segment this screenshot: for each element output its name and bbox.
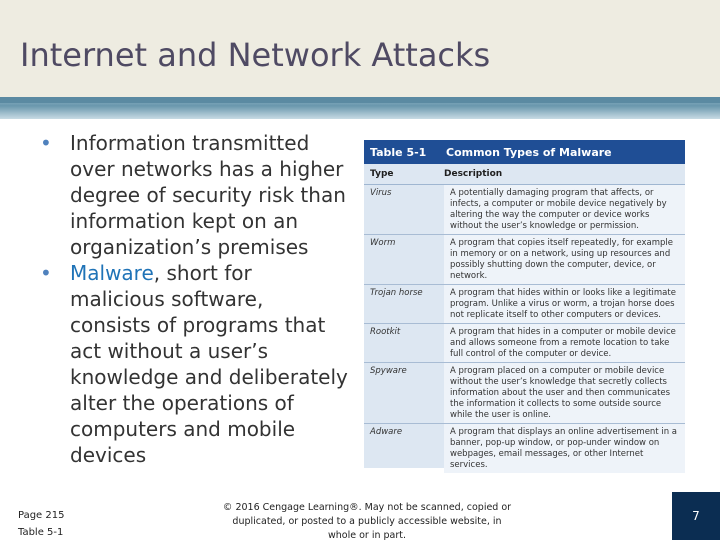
page-ref-table: Table 5-1 [18,527,64,538]
column-header-description: Description [444,169,503,179]
cell-description: A program placed on a computer or mobile device without the user’s knowledge that secretly collects information about the user and then communicates the information it collects to some outside source while the user is online. [444,363,685,423]
cell-type: Trojan horse [370,288,423,298]
cell-type: Worm [370,238,396,248]
accent-bar [0,97,720,119]
table-row [364,324,685,363]
bullet-list [40,130,350,468]
table-number: Table 5-1 [370,145,427,159]
cell-description: A program that displays an online advertisement in a banner, pop-up window, or pop-under window on webpages, email messages, or other Internet services. [444,424,685,473]
table-row [364,185,685,235]
bullet-icon: • [40,131,52,155]
bullet-text: Information transmitted over networks has a higher degree of security risk than information kept on an organization’s premises [70,131,346,259]
table-row [364,285,685,324]
table-caption: Common Types of Malware [446,145,612,159]
cell-type: Rootkit [370,327,401,337]
page-reference [18,507,64,541]
column-header-type: Type [370,169,394,179]
copyright-footer: © 2016 Cengage Learning®. May not be scanned, copied or duplicated, or posted to a publicly accessible website, in whole or in part. [222,502,512,541]
table-column-headers [364,164,685,185]
cell-description: A program that hides in a computer or mobile device and allows someone from a remote location to take full control of the computer or device. [444,324,685,362]
cell-description: A program that copies itself repeatedly, for example in memory or on a network, using up resources and possibly shutting down the computer, device, or network. [444,235,685,284]
bullet-text: , short for malicious software, consists of programs that act without a user’s knowledge and deliberately alter the operations of computers and mobile devices [70,261,348,467]
cell-type: Adware [370,427,403,437]
table-row [364,363,685,424]
bullet-icon: • [40,261,52,285]
table-row [364,424,685,473]
cell-type: Virus [370,188,392,198]
cell-description: A program that hides within or looks like a legitimate program. Unlike a virus or worm, a trojan horse does not replicate itself to other computers or devices. [444,285,685,323]
table-row [364,235,685,285]
malware-table [364,140,685,468]
bullet-item [40,260,350,468]
slide-title: Internet and Network Attacks [20,36,491,74]
page-ref-page: Page 215 [18,510,65,521]
slide-number: 7 [672,492,720,540]
bullet-keyword: Malware [70,261,154,285]
bullet-item [40,130,350,260]
cell-type: Spyware [370,366,407,376]
table-header [364,140,685,164]
cell-description: A potentially damaging program that affects, or infects, a computer or mobile device negatively by altering the way the computer or device works without the user’s knowledge or permission. [444,185,685,234]
